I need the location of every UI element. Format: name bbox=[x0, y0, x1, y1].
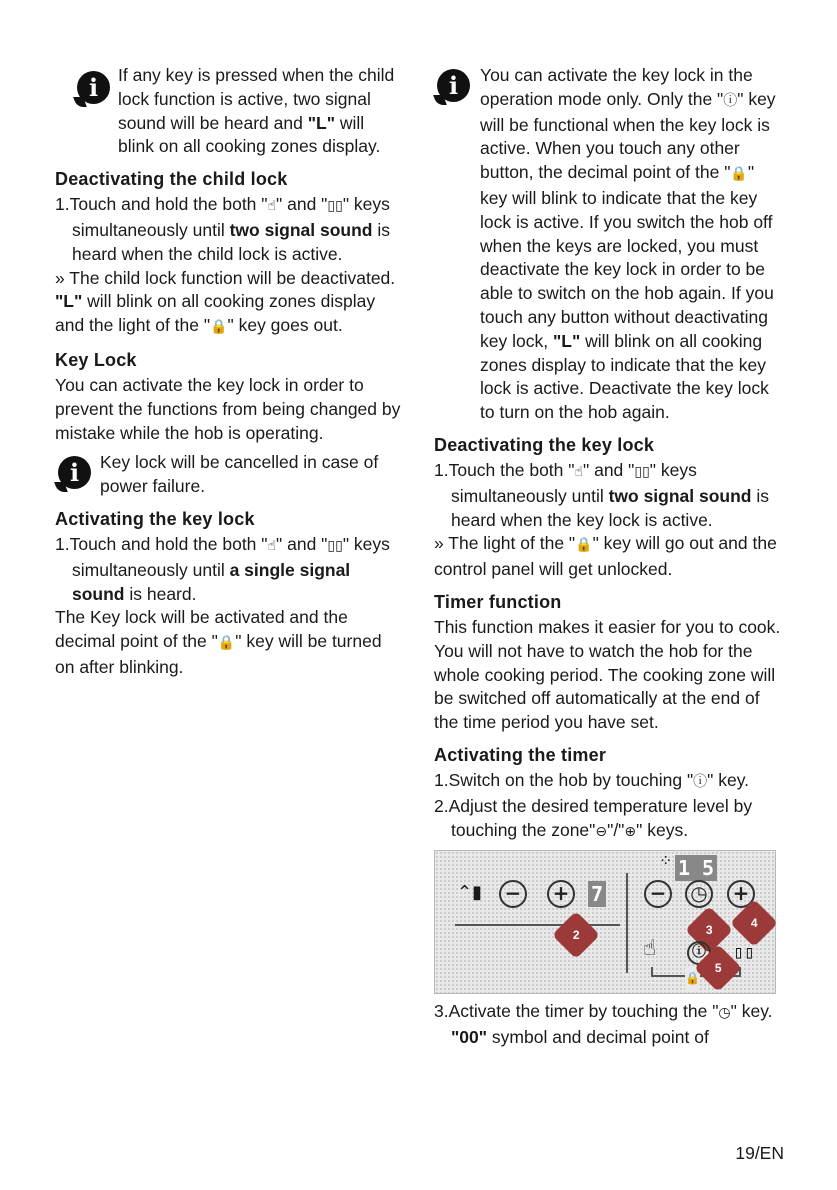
temperature-arrow-icon: ⌃▮ bbox=[457, 882, 482, 904]
zone-display: 7 bbox=[588, 881, 606, 907]
lock-icon: 🔒 bbox=[217, 635, 236, 652]
right-column bbox=[434, 62, 786, 1050]
note-text: If any key is pressed when the child lock function is active, two signal sound will be heard and "L" will blink on all cooking zones display. bbox=[118, 65, 395, 157]
plus-circle-icon: ⊕ bbox=[624, 823, 637, 840]
left-column bbox=[55, 62, 405, 680]
result-activate-key-lock: The Key lock will be activated and the decimal point of the "🔒" key will be turned on after blinking. bbox=[55, 607, 382, 677]
timer-step-3: 3.Activate the timer by touching the "◷" key. "00" symbol and decimal point of bbox=[434, 1001, 773, 1048]
timer-step-2: 2.Adjust the desired temperature level by touching the zone"⊖"/"⊕" keys. bbox=[434, 795, 753, 840]
note-text: Key lock will be cancelled in case of power failure. bbox=[100, 452, 379, 497]
panel-divider bbox=[626, 873, 628, 973]
info-icon: i bbox=[58, 456, 91, 489]
finger-pointer-3: 3 bbox=[685, 906, 733, 954]
info-icon: i bbox=[437, 69, 470, 102]
key-lock-text: You can activate the key lock in order to prevent the functions from being changed by mistake while the hob is operating. bbox=[55, 374, 401, 443]
timer-icon: ◷ bbox=[718, 1005, 731, 1022]
lock-icon: 🔒 bbox=[210, 319, 228, 336]
lock-icon: 🔒 bbox=[730, 166, 748, 183]
power-icon: ⓘ bbox=[723, 92, 738, 109]
result-deactivate-child-lock: » The child lock function will be deactivated. "L" will blink on all cooking zones display and the light of the "🔒" key goes out. bbox=[55, 267, 396, 336]
digit-display-icon: ▯▯ bbox=[634, 463, 650, 480]
heading-activating-key-lock: Activating the key lock bbox=[55, 508, 255, 529]
hand-icon: ☝ bbox=[574, 463, 584, 480]
timer-function-text: This function makes it easier for you to cook. You will not have to watch the hob for the whole cooking period. The cooking zone will be switched off automatically at the end of the time period you have set. bbox=[434, 616, 781, 733]
minus-circle-icon: ⊖ bbox=[595, 823, 608, 840]
digit-display-icon: ▯▯ bbox=[327, 198, 343, 215]
hand-icon: ☝ bbox=[267, 198, 277, 215]
note-text: You can activate the key lock in the operation mode only. Only the "ⓘ" key will be functional when the key lock is active. When you touch any other button, the decimal point of the "🔒" key will blink to indicate that the key lock is active. If you switch the hob off when the keys are locked, you must deactivate the key lock in order to be able to switch on the hob again. If you touch any button without deactivating key lock, "L" will blink on all cooking zones display to indicate that the key lock is active. Deactivate the key lock to turn on the hob again. bbox=[480, 65, 776, 423]
digit-key-icon: ▯▯ bbox=[733, 942, 755, 964]
finger-pointer-2: 2 bbox=[552, 911, 600, 959]
heading-deactivating-child-lock: Deactivating the child lock bbox=[55, 169, 288, 190]
heading-activating-timer: Activating the timer bbox=[434, 744, 607, 765]
digit-display-icon: ▯▯ bbox=[327, 537, 343, 554]
lock-icon: 🔒 bbox=[575, 537, 593, 554]
info-note-operation-mode bbox=[434, 64, 786, 425]
info-note-child-lock bbox=[55, 64, 405, 159]
result-deactivate-key-lock: » The light of the "🔒" key will go out and the control panel will get unlocked. bbox=[434, 533, 777, 580]
info-note-power-failure bbox=[55, 451, 405, 499]
heading-timer-function: Timer function bbox=[434, 591, 562, 612]
timer-display: 1 5 bbox=[675, 855, 717, 881]
timer-step-1: 1.Switch on the hob by touching "ⓘ" key. bbox=[434, 769, 750, 790]
minus-key-icon: − bbox=[644, 880, 672, 908]
page-number: 19/EN bbox=[735, 1143, 784, 1163]
heading-key-lock: Key Lock bbox=[55, 349, 137, 370]
hand-key-icon: ☝ bbox=[643, 936, 657, 962]
step-deactivate-child-lock: 1.Touch and hold the both "☝" and "▯▯" keys simultaneously until two signal sound is heard when the child lock is active. bbox=[55, 194, 390, 264]
info-icon: i bbox=[77, 71, 110, 104]
minus-key-icon: − bbox=[499, 880, 527, 908]
control-panel-illustration bbox=[434, 850, 776, 994]
finger-pointer-4: 4 bbox=[730, 899, 778, 947]
step-activate-key-lock: 1.Touch and hold the both "☝" and "▯▯" keys simultaneously until a single signal sound is heard. bbox=[55, 533, 390, 604]
hand-icon: ☝ bbox=[267, 537, 277, 554]
plus-key-icon: + bbox=[547, 880, 575, 908]
step-deactivate-key-lock: 1.Touch the both "☝" and "▯▯" keys simultaneously until two signal sound is heard when the key lock is active. bbox=[434, 459, 769, 530]
finger-pointer-5: 5 bbox=[694, 944, 742, 992]
timer-key-icon: ◷ bbox=[685, 880, 713, 908]
power-key-icon: ⓘ bbox=[687, 941, 711, 965]
zone-line bbox=[455, 924, 620, 926]
blink-icon: ⁘ bbox=[659, 851, 673, 871]
lock-icon: 🔒 bbox=[685, 967, 700, 991]
plus-key-icon: + bbox=[727, 880, 755, 908]
power-icon: ⓘ bbox=[693, 773, 708, 790]
heading-deactivating-key-lock: Deactivating the key lock bbox=[434, 434, 655, 455]
